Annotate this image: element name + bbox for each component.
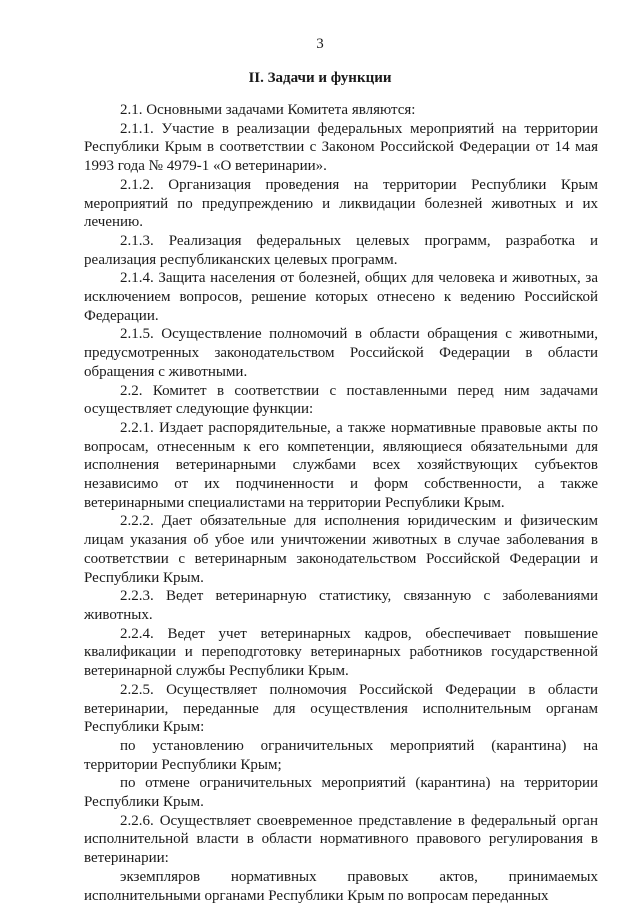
list-item: экземпляров нормативных правовых актов, принимаемых исполнительными органами Республики Крым по вопросам переданных: [84, 868, 598, 904]
list-item: по отмене ограничительных мероприятий (карантина) на территории Республики Крым.: [84, 775, 598, 811]
paragraph: 2.1.3. Реализация федеральных целевых программ, разработка и реализация республиканских целевых программ.: [84, 232, 598, 268]
paragraph: 2.1. Основными задачами Комитета являются:: [120, 102, 416, 118]
body-text: [84, 101, 598, 905]
paragraph: 2.2. Комитет в соответствии с поставленными перед ним задачами осуществляет следующие функции:: [84, 382, 598, 418]
paragraph: 2.1.1. Участие в реализации федеральных мероприятий на территории Республики Крым в соответствии с Законом Российской Федерации от 14 мая 1993 года № 4979-1 «О ветеринарии».: [84, 120, 598, 175]
paragraph: 2.1.5. Осуществление полномочий в области обращения с животными, предусмотренных законодательством Российской Федерации в области обращения с животными.: [84, 326, 598, 380]
list-item: по установлению ограничительных мероприятий (карантина) на территории Республики Крым;: [84, 737, 598, 773]
paragraph: 2.2.6. Осуществляет своевременное представление в федеральный орган исполнительной власти в области нормативного правового регулирования в ветеринарии:: [84, 812, 598, 867]
paragraph: 2.2.3. Ведет ветеринарную статистику, связанную с заболеваниями животных.: [84, 588, 598, 623]
paragraph: 2.2.4. Ведет учет ветеринарных кадров, обеспечивает повышение квалификации и переподготовку ветеринарных работников государственной ветеринарной службы Республики Крым.: [84, 625, 598, 680]
paragraph: 2.2.5. Осуществляет полномочия Российской Федерации в области ветеринарии, переданные для осуществления исполнительным органам Республики Крым:: [84, 681, 598, 736]
paragraph: 2.2.1. Издает распорядительные, а также нормативные правовые акты по вопросам, отнесенным к его компетенции, являющиеся обязательными для исполнения ветеринарными службами всех хозяйствующих субъектов независимо от их подчиненности и форм собственности, а также ветеринарными специалистами на территории Республики Крым.: [84, 419, 598, 511]
page-number: 3: [316, 36, 324, 52]
paragraph: 2.1.2. Организация проведения на территории Республики Крым мероприятий по предупреждению и ликвидации болезней животных и их лечению.: [84, 176, 598, 231]
paragraph: 2.1.4. Защита населения от болезней, общих для человека и животных, за исключением вопросов, решение которых отнесено к ведению Российской Федерации.: [84, 270, 598, 324]
section-heading: II. Задачи и функции: [248, 70, 392, 86]
paragraph: 2.2.2. Дает обязательные для исполнения юридическим и физическим лицам указания об убое или уничтожении животных в случае заболевания в соответствии с ветеринарным законодательством Российской Федерации и Республики Крым.: [84, 513, 598, 586]
